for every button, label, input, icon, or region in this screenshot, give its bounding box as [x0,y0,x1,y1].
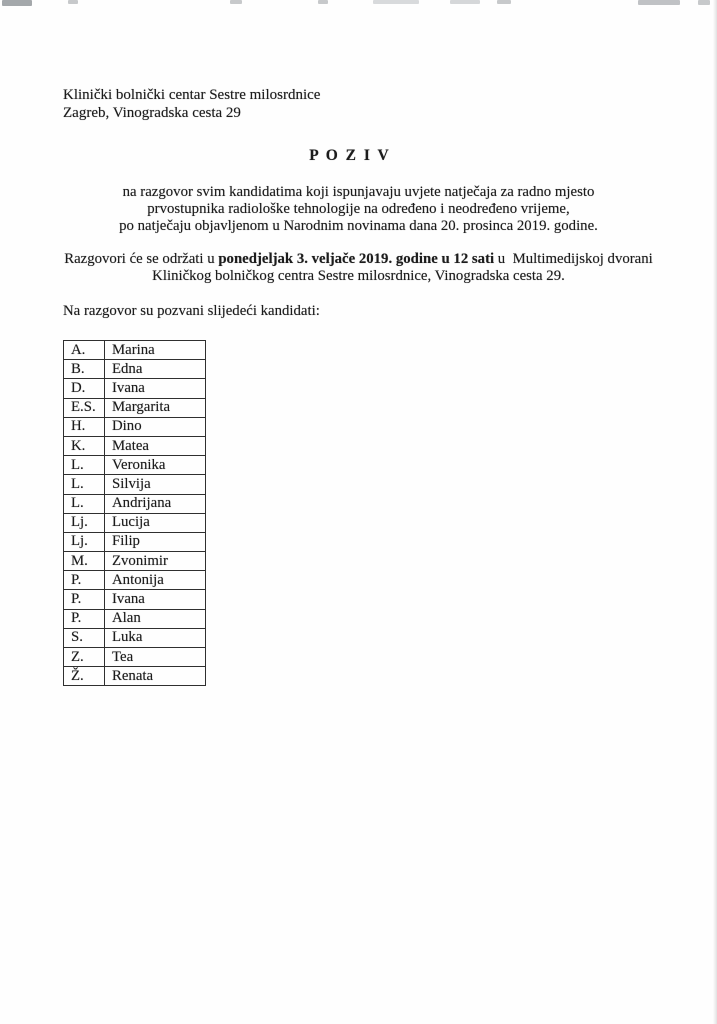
table-row [64,475,206,494]
scan-artifact [230,0,242,4]
intro-line-2: prvostupnika radiološke tehnologije na određeno i neodređeno vrijeme, [147,201,570,218]
candidate-initial: M. [64,552,105,571]
candidate-name: Veronika [105,456,206,475]
schedule-text-pre: Razgovori će se održati u [64,251,219,267]
candidate-name: Luka [105,628,206,647]
table-row [64,360,206,379]
intro-paragraph [0,184,717,236]
candidate-initial: Lj. [64,532,105,551]
table-row [64,513,206,532]
table-row [64,667,206,686]
scan-artifact [638,0,680,5]
candidate-initial: K. [64,436,105,455]
candidate-initial: S. [64,628,105,647]
candidate-initial: L. [64,475,105,494]
table-row [64,456,206,475]
candidate-initial: P. [64,609,105,628]
schedule-text-post: u Multimedijskoj dvorani [494,251,653,267]
scan-artifact [450,0,480,4]
scan-artifact [68,0,78,4]
candidate-initial: A. [64,341,105,360]
schedule-paragraph [0,251,717,285]
table-row [64,609,206,628]
candidate-initial: Ž. [64,667,105,686]
candidate-initial: Z. [64,648,105,667]
candidate-name: Dino [105,417,206,436]
scan-artifact [698,0,710,5]
table-row [64,436,206,455]
candidate-initial: B. [64,360,105,379]
scan-artifact [497,0,511,4]
candidate-initial: P. [64,571,105,590]
table-row [64,628,206,647]
table-row [64,341,206,360]
candidates-table [63,340,206,686]
table-row [64,552,206,571]
candidate-name: Matea [105,436,206,455]
scan-artifact [318,0,328,4]
scan-artifact [2,0,32,6]
intro-line-1: na razgovor svim kandidatima koji ispunjavaju uvjete natječaja za radno mjesto [122,184,595,200]
table-row [64,590,206,609]
candidate-initial: Lj. [64,513,105,532]
candidate-name: Ivana [105,379,206,398]
intro-line-3: po natječaju objavljenom u Narodnim novinama dana 20. prosinca 2019. godine. [119,218,598,235]
candidate-name: Zvonimir [105,552,206,571]
candidate-name: Marina [105,341,206,360]
candidate-name: Margarita [105,398,206,417]
sender-address-block [63,86,320,122]
candidates-table-body [64,341,206,686]
table-row [64,532,206,551]
document-title: P O Z I V [309,147,391,164]
candidate-name: Andrijana [105,494,206,513]
candidate-name: Antonija [105,571,206,590]
candidate-name: Renata [105,667,206,686]
candidates-list-intro: Na razgovor su pozvani slijedeći kandidati: [63,303,320,319]
table-row [64,571,206,590]
candidate-initial: L. [64,456,105,475]
table-row [64,648,206,667]
candidate-name: Silvija [105,475,206,494]
candidate-name: Edna [105,360,206,379]
schedule-location-line: Kliničkog bolničkog centra Sestre milosrdnice, Vinogradska cesta 29. [152,268,565,285]
candidate-initial: H. [64,417,105,436]
candidate-name: Ivana [105,590,206,609]
table-row [64,417,206,436]
candidate-initial: E.S. [64,398,105,417]
sender-address: Zagreb, Vinogradska cesta 29 [63,105,241,121]
candidate-initial: L. [64,494,105,513]
table-row [64,398,206,417]
candidate-name: Filip [105,532,206,551]
candidate-name: Lucija [105,513,206,532]
candidate-initial: P. [64,590,105,609]
table-row [64,379,206,398]
candidate-initial: D. [64,379,105,398]
candidate-name: Alan [105,609,206,628]
scan-artifact [373,0,419,4]
scan-edge-shadow [713,0,717,1024]
schedule-datetime-bold: ponedjeljak 3. veljače 2019. godine u 12 sati [218,251,495,267]
candidate-name: Tea [105,648,206,667]
sender-name: Klinički bolnički centar Sestre milosrdnice [63,87,321,103]
table-row [64,494,206,513]
